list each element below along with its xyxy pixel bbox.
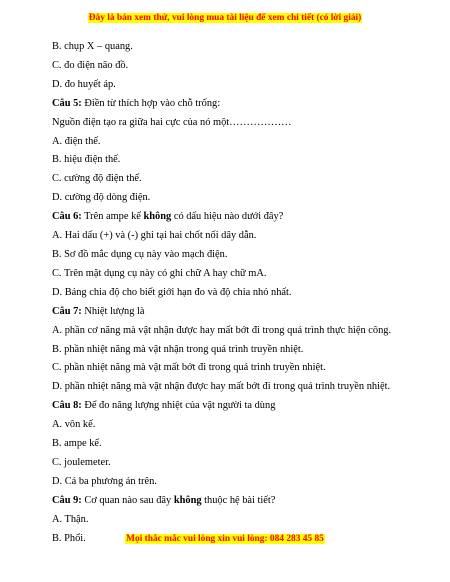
question-text: có dấu hiệu nào dưới đây? (171, 211, 284, 223)
option-line: C. phần nhiệt năng mà vật mất bớt đi trong quá trình truyền nhiệt. (52, 362, 326, 374)
question-text: thuộc hệ bài tiết? (201, 494, 276, 506)
option-line: C. joulemeter. (52, 456, 111, 468)
question-8 (52, 397, 442, 416)
question-label: Câu 7: (52, 305, 82, 317)
option-line: D. Cả ba phương án trên. (52, 475, 157, 487)
question-text: Điền từ thích hợp vào chỗ trống: (81, 97, 221, 109)
question-label: Câu 9: (52, 494, 82, 506)
document-body (52, 38, 442, 548)
option-line: D. cường độ dòng điện. (52, 192, 151, 204)
option-line: A. phần cơ năng mà vật nhận được hay mất bớt đi trong quá trình thực hiện công. (52, 324, 392, 336)
contact-notice-text: Mọi thắc mắc vui lòng xin vui lòng: 084 283 45 85 (126, 534, 324, 544)
contact-notice-banner (0, 534, 450, 544)
preview-notice-text: Đây là bản xem thử, vui lòng mua tài liệu để xem chi tiết (có lời giải) (88, 13, 362, 23)
question-label: Câu 5: (52, 97, 82, 109)
option-line: B. Sơ đồ mắc dụng cụ này vào mạch điện. (52, 248, 228, 260)
option-line: C. đo điện não đồ. (52, 59, 129, 71)
option-line: B. hiệu điện thế. (52, 154, 121, 166)
question-keyword: không (143, 211, 172, 223)
option-line: C. cường độ điện thế. (52, 173, 142, 185)
option-line: A. Hai dấu (+) và (-) ghi tại hai chốt nối dây dẫn. (52, 230, 257, 242)
question-label: Câu 8: (52, 400, 82, 412)
option-line: B. Phổi. (52, 532, 86, 544)
option-line: B. chụp X – quang. (52, 41, 133, 52)
question-6 (52, 208, 442, 227)
option-line: A. điện thế. (52, 135, 101, 147)
question-text: Cơ quan nào sau đây (81, 494, 174, 506)
option-line: D. phần nhiệt năng mà vật nhận được hay mất bớt đi trong quá trình truyền nhiệt. (52, 381, 391, 393)
question-5 (52, 95, 442, 114)
question-9 (52, 492, 442, 511)
option-line: D. Bảng chia độ cho biết giới hạn đo và độ chia nhỏ nhất. (52, 286, 292, 298)
question-7 (52, 303, 442, 322)
preview-notice-banner (0, 13, 450, 23)
option-line: A. Thận. (52, 513, 89, 525)
option-line: B. phần nhiệt năng mà vật nhận trong quá trình truyền nhiệt. (52, 343, 304, 355)
question-text: Nhiệt lượng là (81, 305, 145, 317)
question-label: Câu 6: (52, 211, 82, 223)
question-keyword: không (173, 494, 202, 506)
option-line: B. ampe kế. (52, 438, 102, 450)
question-prompt-line: Nguồn điện tạo ra giữa hai cực của nó một……………… (52, 116, 292, 128)
question-text: Trên ampe kế (81, 211, 144, 223)
option-line: C. Trên mặt dụng cụ này có ghi chữ A hay chữ mA. (52, 267, 267, 279)
option-line: D. đo huyết áp. (52, 78, 116, 90)
question-text: Để đo năng lượng nhiệt của vật người ta dùng (81, 400, 276, 412)
option-line: A. vôn kế. (52, 419, 96, 431)
